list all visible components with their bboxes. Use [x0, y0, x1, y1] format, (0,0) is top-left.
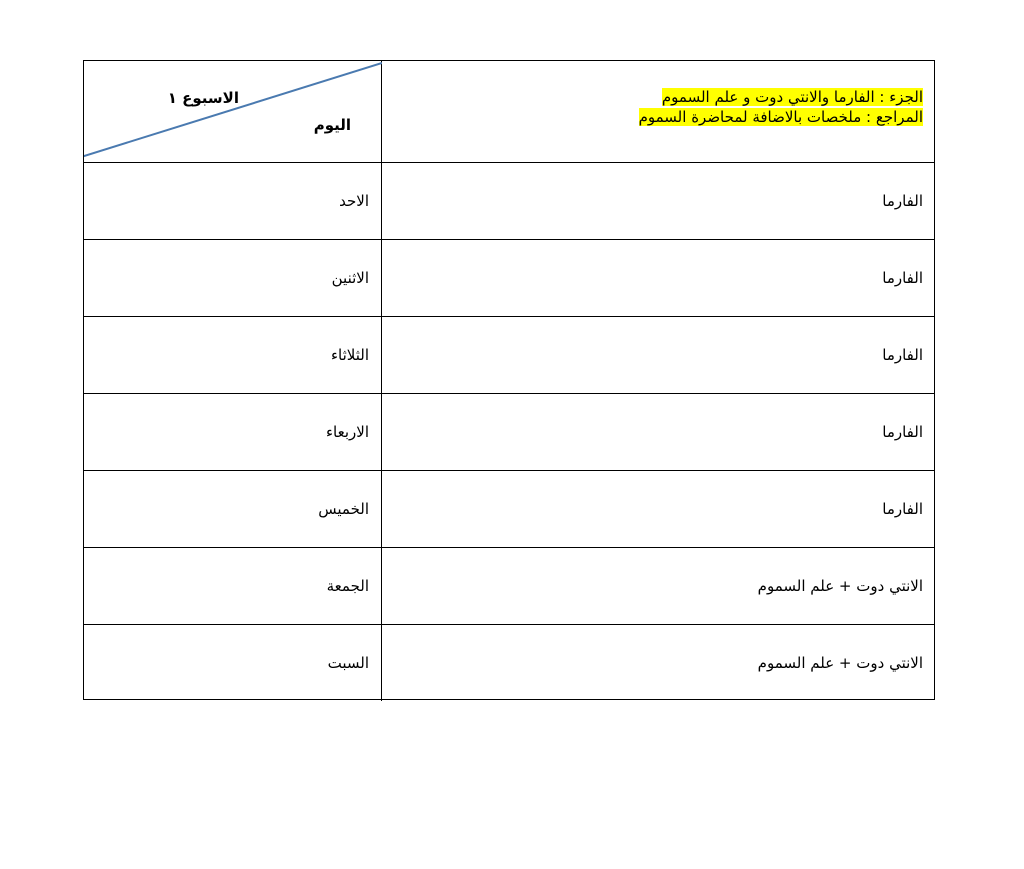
subject-cell — [382, 394, 934, 470]
subject-label: الانتي دوت + علم السموم — [757, 577, 923, 595]
day-label: الاحد — [339, 192, 369, 210]
day-cell — [84, 548, 382, 624]
table-row — [84, 548, 934, 625]
day-label: الجمعة — [326, 577, 369, 595]
day-cell — [84, 317, 382, 393]
day-label: الاثنين — [331, 269, 369, 287]
subject-label: الانتي دوت + علم السموم — [757, 654, 923, 672]
day-label: السبت — [327, 654, 369, 672]
day-label: الخميس — [318, 500, 369, 518]
header-corner-cell — [84, 61, 382, 162]
subject-label: الفارما — [882, 269, 923, 287]
day-cell — [84, 394, 382, 470]
day-cell — [84, 240, 382, 316]
table-row — [84, 317, 934, 394]
day-cell — [84, 471, 382, 547]
subject-label: الفارما — [882, 500, 923, 518]
day-label: الاربعاء — [325, 423, 369, 441]
references-line: المراجع : ملخصات بالاضافة لمحاضرة السموم — [638, 108, 923, 126]
table-row — [84, 163, 934, 240]
header-info-cell — [382, 61, 934, 162]
table-row — [84, 394, 934, 471]
subject-cell — [382, 163, 934, 239]
subject-label: الفارما — [882, 346, 923, 364]
subject-cell — [382, 548, 934, 624]
table-row — [84, 625, 934, 701]
schedule-table — [83, 60, 935, 700]
subject-cell — [382, 317, 934, 393]
part-line: الجزء : الفارما والانتي دوت و علم السموم — [661, 88, 923, 106]
subject-cell — [382, 240, 934, 316]
subject-label: الفارما — [882, 192, 923, 210]
diagonal-divider-line — [84, 61, 382, 163]
day-cell — [84, 163, 382, 239]
header-row — [84, 61, 934, 163]
subject-cell — [382, 625, 934, 701]
table-row — [84, 240, 934, 317]
subject-cell — [382, 471, 934, 547]
day-label: الثلاثاء — [330, 346, 369, 364]
day-cell — [84, 625, 382, 701]
day-column-label: اليوم — [313, 116, 351, 134]
subject-label: الفارما — [882, 423, 923, 441]
table-row — [84, 471, 934, 548]
week-label: الاسبوع ١ — [167, 89, 239, 107]
